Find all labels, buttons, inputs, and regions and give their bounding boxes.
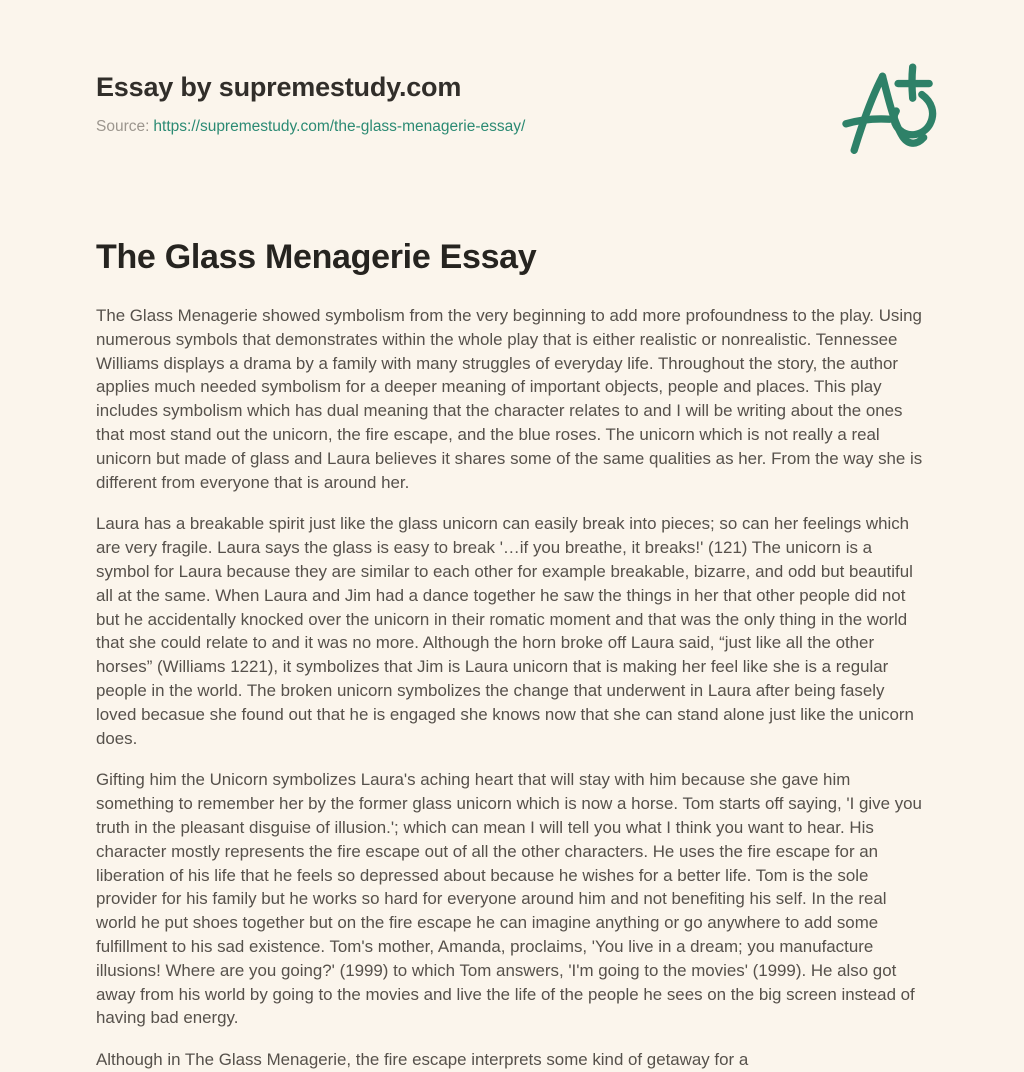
essay-paragraph: Although in The Glass Menagerie, the fire escape interprets some kind of getaway for a [96, 1050, 749, 1070]
essay-paragraph: The Glass Menagerie showed symbolism from the very beginning to add more profoundness to the play. Using numerous symbols that demonstrates within the whole play that is either realistic or nonrealistic. Tennessee Williams displays a drama by a family with many struggles of everyday life. Throughout the story, the author applies much needed symbolism for a deeper meaning of important objects, people and places. This play includes symbolism which has dual meaning that the character relates to and I will be writing about the ones that most stand out the unicorn, the fire escape, and the blue roses. The unicorn which is not really a real unicorn but made of glass and Laura believes it shares some of the same qualities as her. From the way she is different from everyone that is around her. [96, 306, 923, 492]
page-header [96, 72, 928, 136]
source-link[interactable]: https://supremestudy.com/the-glass-menagerie-essay/ [153, 118, 526, 135]
essay-paragraph: Gifting him the Unicorn symbolizes Laura's aching heart that will stay with him because she gave him something to remember her by the former glass unicorn which is now a horse. Tom starts off saying, 'I give you truth in the pleasant disguise of illusion.'; which can mean I will tell you what I think you want to hear. His character mostly represents the fire escape out of all the other characters. He uses the fire escape for an liberation of his life that he feels so depressed about because he wishes for a better life. Tom is the sole provider for his family but he works so hard for everyone around him and not benefiting his self. In the real world he put shoes together but on the fire escape he can imagine anything or go anywhere to add some fulfillment to his sad existence. Tom's mother, Amanda, proclaims, 'You live in a dream; you manufacture illusions! Where are you going?' (1999) to which Tom answers, 'I'm going to the movies' (1999). He also got away from his world by going to the movies and live the life of the people he sees on the big screen instead of having bad energy. [96, 770, 922, 1028]
site-title: Essay by supremestudy.com [96, 72, 462, 102]
source-row [96, 118, 928, 136]
essay-title: The Glass Menagerie Essay [96, 238, 537, 276]
essay-paragraph: Laura has a breakable spirit just like the glass unicorn can easily break into pieces; so can her feelings which are very fragile. Laura says the glass is easy to break '…if you breathe, it breaks!' (121) The unicorn is a symbol for Laura because they are similar to each other for example breakable, bizarre, and odd but beautiful all at the same. When Laura and Jim had a dance together he saw the things in her that other people did not but he accidentally knocked over the unicorn in their romatic moment and that was the only thing in the world that she could relate to and it was no more. Although the horn broke off Laura said, “just like all the other horses” (Williams 1221), it symbolizes that Jim is Laura unicorn that is making her feel like she is a regular people in the world. The broken unicorn symbolizes the change that underwent in Laura after being fasely loved becasue she found out that he is engaged she knows now that she can stand alone just like the unicorn does. [96, 514, 914, 748]
source-label: Source: [96, 118, 150, 135]
a-plus-logo-icon [824, 54, 952, 168]
essay-body [96, 304, 928, 1072]
